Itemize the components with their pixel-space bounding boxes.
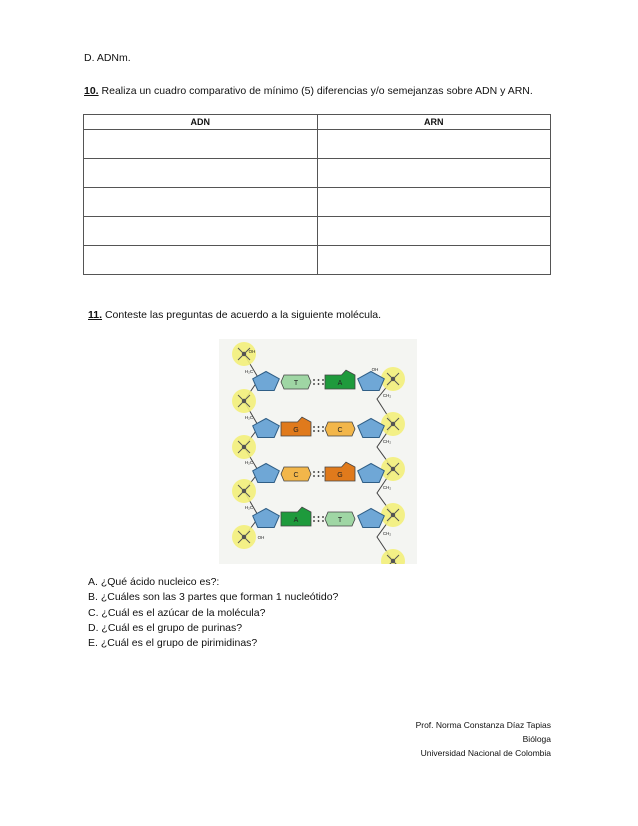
hydrogen-bond-dot — [313, 426, 315, 428]
question-11-text: Conteste las preguntas de acuerdo a la siguiente molécula. — [104, 309, 382, 321]
label-h2c-1: H₂C — [244, 415, 254, 420]
hydrogen-bond-dot — [322, 383, 324, 385]
table-row — [84, 159, 551, 188]
table-cell-arn[interactable] — [317, 130, 551, 159]
base-left-3-letter: A — [293, 517, 299, 524]
hydrogen-bond-dot — [322, 430, 324, 432]
hydrogen-bond-dot — [322, 516, 324, 518]
base-right-2-letter: G — [337, 472, 343, 479]
label-ch2-3: CH₂ — [382, 531, 392, 536]
label-ch2-2: CH₂ — [382, 485, 392, 490]
base-right-0-letter: A — [337, 380, 343, 387]
hydrogen-bond-dot — [322, 426, 324, 428]
question-10-number: 10. — [84, 85, 99, 97]
comparison-table — [83, 114, 551, 275]
question-a: A. ¿Qué ácido nucleico es?: — [88, 576, 220, 588]
hydrogen-bond-dot — [318, 430, 320, 432]
label-ch2-1: CH₂ — [382, 439, 392, 444]
table-row — [84, 217, 551, 246]
base-left-2-letter: C — [293, 472, 299, 479]
base-left-1-letter: G — [293, 427, 299, 434]
table-cell-arn[interactable] — [317, 159, 551, 188]
hydrogen-bond-dot — [318, 520, 320, 522]
answer-option-d: D. ADNm. — [84, 52, 131, 64]
table-cell-adn[interactable] — [84, 159, 318, 188]
base-right-1-letter: C — [337, 427, 343, 434]
table-cell-adn[interactable] — [84, 246, 318, 275]
label-h2c-3: H₂C — [244, 505, 254, 510]
question-10 — [84, 85, 533, 97]
author-name: Prof. Norma Constanza Díaz Tapias — [415, 720, 551, 730]
table-cell-arn[interactable] — [317, 188, 551, 217]
table-cell-adn[interactable] — [84, 217, 318, 246]
author-university: Universidad Nacional de Colombia — [420, 748, 551, 758]
table-header-adn: ADN — [84, 115, 318, 130]
hydrogen-bond-dot — [313, 379, 315, 381]
question-11-number: 11. — [88, 309, 103, 321]
base-left-0-letter: T — [293, 380, 299, 387]
table-cell-arn[interactable] — [317, 217, 551, 246]
hydrogen-bond-dot — [313, 430, 315, 432]
author-role: Bióloga — [522, 734, 551, 744]
table-cell-arn[interactable] — [317, 246, 551, 275]
table-row — [84, 130, 551, 159]
label-oh-top: OH — [248, 349, 256, 354]
question-d: D. ¿Cuál es el grupo de purinas? — [88, 621, 243, 634]
table-cell-adn[interactable] — [84, 188, 318, 217]
hydrogen-bond-dot — [313, 516, 315, 518]
hydrogen-bond-dot — [318, 475, 320, 477]
label-h2c-0: H₂C — [244, 369, 254, 374]
question-e: E. ¿Cuál es el grupo de pirimidinas? — [88, 637, 258, 650]
question-b: B. ¿Cuáles son las 3 partes que forman 1 nucleótido? — [88, 591, 339, 604]
table-row — [84, 246, 551, 275]
hydrogen-bond-dot — [322, 379, 324, 381]
question-10-text: Realiza un cuadro comparativo de mínimo (5) diferencias y/o semejanzas sobre ADN y ARN. — [101, 85, 533, 97]
hydrogen-bond-dot — [313, 471, 315, 473]
label-h2c-2: H₂C — [244, 460, 254, 465]
hydrogen-bond-dot — [322, 471, 324, 473]
question-11 — [88, 309, 381, 321]
question-c: C. ¿Cuál es el azúcar de la molécula? — [88, 606, 266, 619]
dna-molecule-diagram — [219, 339, 417, 564]
table-row — [84, 188, 551, 217]
base-right-3-letter: T — [337, 517, 343, 524]
label-ch2-0: CH₂ — [382, 393, 392, 398]
table-cell-adn[interactable] — [84, 130, 318, 159]
hydrogen-bond-dot — [318, 516, 320, 518]
signature-block — [416, 718, 551, 760]
table-header-arn: ARN — [317, 115, 551, 130]
hydrogen-bond-dot — [318, 383, 320, 385]
label-oh-bottom: OH — [257, 535, 265, 540]
hydrogen-bond-dot — [318, 379, 320, 381]
hydrogen-bond-dot — [313, 520, 315, 522]
question-list — [88, 575, 338, 651]
hydrogen-bond-dot — [313, 475, 315, 477]
hydrogen-bond-dot — [318, 426, 320, 428]
hydrogen-bond-dot — [318, 471, 320, 473]
hydrogen-bond-dot — [322, 475, 324, 477]
label-oh-right: OH — [371, 367, 379, 372]
hydrogen-bond-dot — [322, 520, 324, 522]
hydrogen-bond-dot — [313, 383, 315, 385]
